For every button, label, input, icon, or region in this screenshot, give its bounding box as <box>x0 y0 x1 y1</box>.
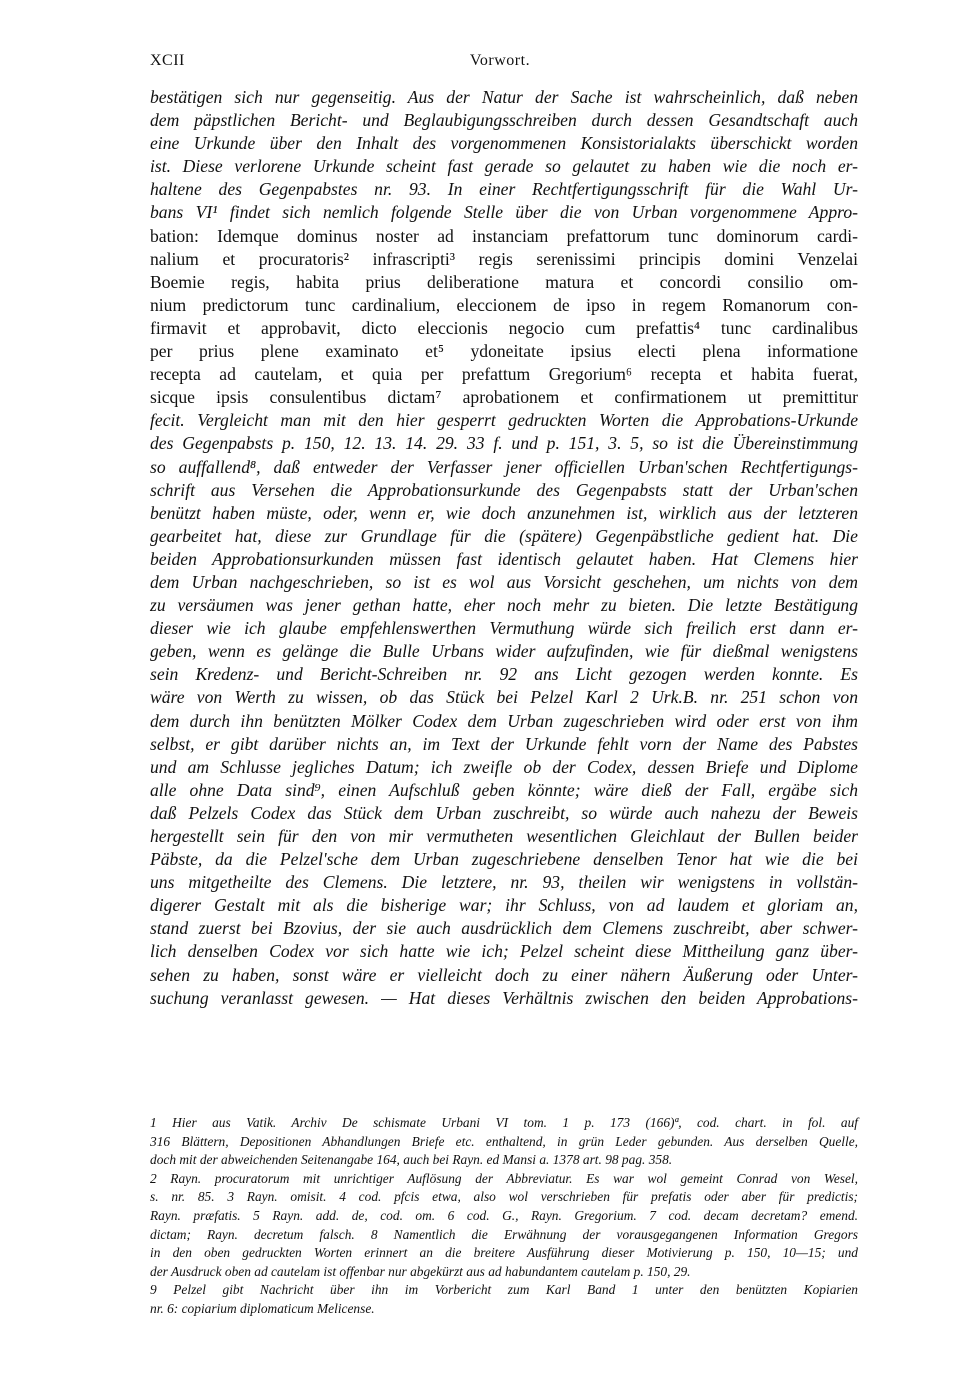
text-line: dem Urban nachgeschrieben, so ist es wol aus Vorsicht geschehen, um nichts von dem <box>150 571 858 592</box>
text-line: per prius plene examinato et⁵ ydoneitate ipsius electi plena informatione <box>150 341 858 362</box>
text-line: beiden Approbationsurkunden müssen fast identisch gelautet haben. Hat Clemens hier <box>150 548 858 569</box>
footnote-line: 316 Blättern, Depositionen Abhandlungen Briefe etc. enthaltend, in grün Leder gebunden. Aus derselben Quelle, <box>150 1133 858 1149</box>
text-line: suchung veranlasst gewesen. — Hat dieses Verhältnis zwischen den beiden Approbations- <box>150 987 858 1008</box>
text-line: bestätigen sich nur gegenseitig. Aus der Natur der Sache ist wahrscheinlich, daß neben <box>150 87 858 107</box>
text-line: Boemie regis, habita prius deliberatione matura et concordi consilio om- <box>150 271 858 292</box>
text-line: nalium et procuratoris² infrascripti³ regis serenissimi principis domini Venzelai <box>150 248 858 269</box>
text-line: ist. Diese verlorene Urkunde scheint fast gerade so gelautet zu haben wie die noch er- <box>150 156 858 177</box>
footnote-line: doch mit der abweichenden Seitenangabe 164, auch bei Rayn. ed Mansi a. 1378 art. 98 pag. 358. <box>150 1152 673 1168</box>
text-line: hergestellt sein für den von mir vermutheten wesentlichen Gleichlaut der Bullen beider <box>150 826 858 846</box>
running-title: Vorwort. <box>469 52 531 69</box>
text-line: sehen zu haben, sonst wäre er vielleicht doch zu einer nähern Äußerung oder Unter- <box>150 964 858 985</box>
text-line: bans VI¹ findet sich nemlich folgende Stelle über die von Urban vorgenommene Appro- <box>150 202 858 223</box>
page-header <box>150 52 850 76</box>
text-line: geben, wenn es gelänge die Bulle Urbans wider aufzufinden, wie für dießmal wenigstens <box>150 641 858 662</box>
text-line: benützt haben müste, oder, wenn er, wie doch anzunehmen ist, wirklich aus der letzteren <box>150 502 858 523</box>
text-line: stand zuerst bei Bzovius, der sie auch ausdrücklich dem Clemens zuschreibt, aber schwer- <box>150 918 858 939</box>
footnote-line: der Ausdruck oben ad cautelam ist offenbar nur abgekürzt aus ad habundantem cautelam p. 150, 29. <box>150 1263 691 1279</box>
footnote-line: 2 Rayn. procuratorum mit unrichtiger Auflösung der Abbreviatur. Es war wol gemeint Conrad von Wesel, <box>150 1170 858 1186</box>
text-line: sein Kredenz- und Bericht-Schreiben nr. 92 ans Licht gezogen werden konnte. Es <box>150 664 858 685</box>
footnote-line: nr. 6: copiarium diplomaticum Melicense. <box>150 1300 375 1316</box>
footnote-line: 9 Pelzel gibt Nachricht über ihn im Vorbericht zum Karl Band 1 unter den benützten Kopiarien <box>150 1282 858 1298</box>
page-number: XCII <box>150 52 185 69</box>
text-line: des Gegenpabsts p. 150, 12. 13. 14. 29. 33 f. und p. 151, 3. 5, so ist die Übereinstimmung <box>150 433 858 454</box>
main-text <box>150 86 858 1010</box>
text-line: wäre von Werth zu wissen, ob das Stück bei Pelzel Karl 2 Urk.B. nr. 251 schon von <box>150 687 858 708</box>
text-line: haltene des Gegenpabstes nr. 93. In einer Rechtfertigungsschrift für die Wahl Ur- <box>150 179 858 200</box>
text-line: sicque ipsis consulentibus dictam⁷ aprobationem et confirmationem ut premittitur <box>150 387 858 408</box>
text-line: eine Urkunde über den Inhalt des vorgenommenen Konsistorialakts überschickt worden <box>150 133 858 154</box>
footnote-line: s. nr. 85. 3 Rayn. omisit. 4 cod. pfcis etwa, also wol verschrieben für prefatis oder aber für predictis; <box>150 1189 858 1205</box>
text-line: nium predictorum tunc cardinalium, eleccionem de ipso in regem Romanorum con- <box>150 294 858 315</box>
footnote-line: in den oben gedruckten Worten erinnert an die breitere Ausführung dieser Motivierung p. 150, 10—15; und <box>150 1245 858 1261</box>
text-line: schrift aus Versehen die Approbationsurkunde des Gegenpabsts statt der Urban'schen <box>150 479 858 500</box>
text-line: dem durch ihn benützten Mölker Codex dem Urban zugeschrieben wird oder erst von ihm <box>150 710 858 731</box>
footnotes <box>150 1114 858 1319</box>
footnote-line: Rayn. præfatis. 5 Rayn. add. de, cod. om. 6 cod. G., Rayn. Gregorium. 7 cod. decam decretam? emend. <box>150 1207 858 1223</box>
text-line: Päbste, da die Pelzel'sche dem Urban zugeschriebene denselben Tenor hat wie die bei <box>150 849 858 870</box>
text-line: lich denselben Codex vor sich hatte wie ich; Pelzel scheint diese Mittheilung ganz über- <box>150 941 858 962</box>
text-line: gearbeitet hat, diese zur Grundlage für die (spätere) Gegenpäbstliche gedient hat. Die <box>150 525 858 546</box>
text-line: digerer Gestalt mit als die bisherige war; ihr Schluss, von ad laudem et gloriam an, <box>150 895 858 916</box>
text-line: dieser wie ich glaube empfehlenswerthen Vermuthung würde sich freilich erst dann er- <box>150 618 858 639</box>
text-line: bation: Idemque dominus noster ad instanciam prefattorum tunc dominorum cardi- <box>150 225 858 246</box>
text-line: recepta ad cautelam, et quia per prefattum Gregorium⁶ recepta et habita fuerat, <box>150 364 858 385</box>
text-line: fecit. Vergleicht man mit den hier gesperrt gedruckten Worten die Approbations-Urkunde <box>150 410 858 431</box>
text-line: zu versäumen was jener gethan hatte, eher noch mehr zu bieten. Die letzte Bestätigung <box>150 595 858 616</box>
text-line: daß Pelzels Codex das Stück dem Urban zuschreibt, so würde auch nahezu der Beweis <box>150 802 858 823</box>
footnote-line: 1 Hier aus Vatik. Archiv De schismate Urbani VI tom. 1 p. 173 (166)ª, cod. chart. in fol. auf <box>150 1115 858 1130</box>
text-line: selbst, er gibt darüber nichts an, im Text der Urkunde fehlt vorn der Name des Pabstes <box>150 733 858 754</box>
text-line: uns mitgetheilte des Clemens. Die letztere, nr. 93, theilen wir wenigstens in vollstän- <box>150 872 858 893</box>
text-line: alle ohne Data sind⁹, einen Aufschluß geben könnte; wäre dieß der Fall, ergäbe sich <box>150 779 858 800</box>
text-line: dem päpstlichen Bericht- und Beglaubigungsschreiben durch dessen Gesandtschaft auch <box>150 110 858 131</box>
text-line: und am Schlusse jegliches Datum; ich zweifle ob der Codex, dessen Briefe und Diplome <box>150 756 858 777</box>
text-line: so auffallend⁸, daß entweder der Verfasser jener officiellen Urban'schen Rechtfertigungs- <box>150 456 858 477</box>
text-line: firmavit et approbavit, dicto eleccionis negocio cum prefattis⁴ tunc cardinalibus <box>150 317 858 338</box>
footnote-line: dictam; Rayn. decretum falsch. 8 Namentlich die Erwähnung der vorausgegangenen Information Gregors <box>150 1226 858 1242</box>
